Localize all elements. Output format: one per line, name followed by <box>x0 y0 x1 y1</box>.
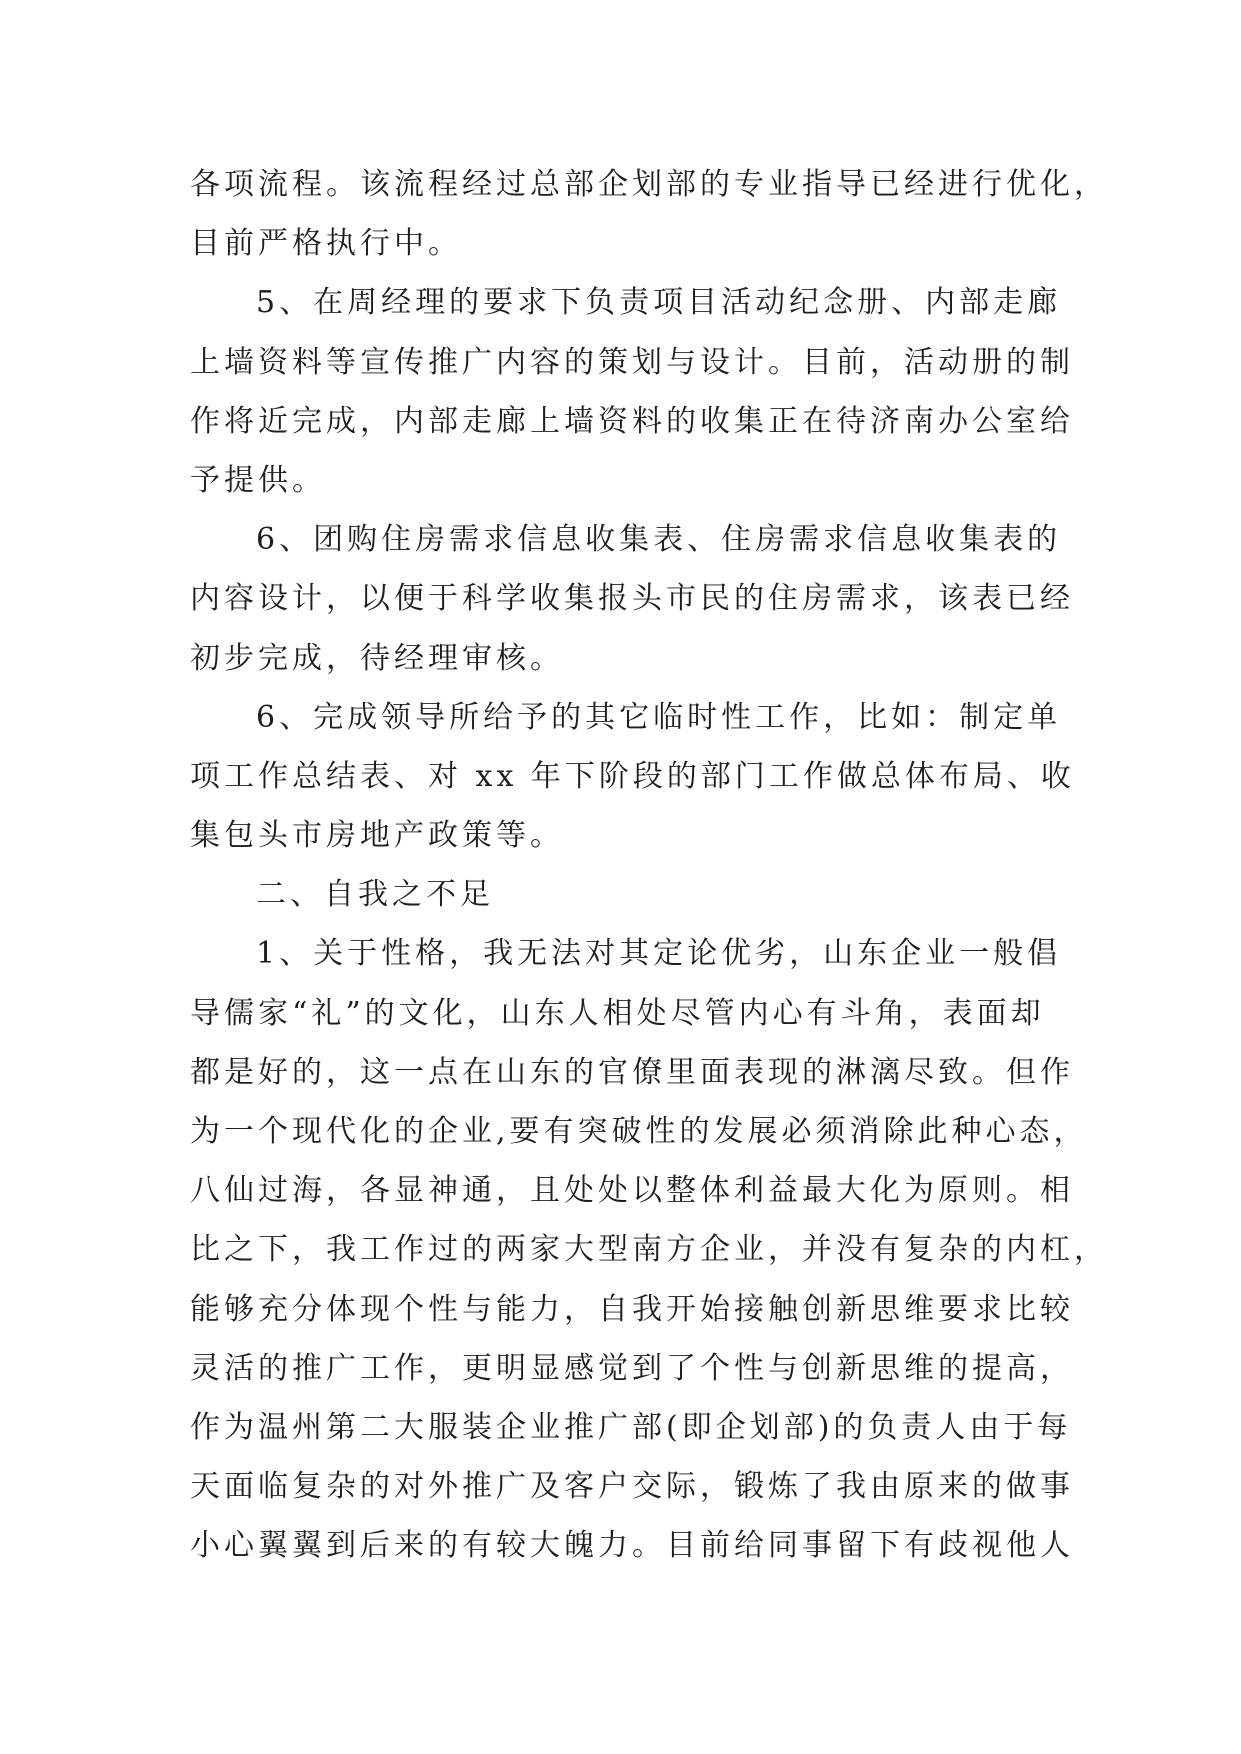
text-line: 天面临复杂的对外推广及客户交际，锻炼了我由原来的做事 <box>190 1469 1074 1505</box>
text-line: 灵活的推广工作，更明显感觉到了个性与创新思维的提高， <box>190 1350 1074 1386</box>
text-line: 上墙资料等宣传推广内容的策划与设计。目前，活动册的制 <box>190 344 1074 380</box>
text-line: 为一个现代化的企业,要有突破性的发展必须消除此种心态， <box>190 1114 1088 1149</box>
text-line: 八仙过海，各显神通，且处处以整体利益最大化为原则。相 <box>190 1173 1074 1209</box>
paragraph-start-line: 5、在周经理的要求下负责项目活动纪念册、内部走廊 <box>256 285 1062 321</box>
text-line: 初步完成，待经理审核。 <box>190 640 564 676</box>
text-line: 导儒家“礼”的文化，山东人相处尽管内心有斗角，表面却 <box>190 995 1045 1031</box>
document-body <box>190 155 1108 1576</box>
text-line: 集包头市房地产政策等。 <box>190 818 564 854</box>
text-line: 项工作总结表、对 xx 年下阶段的部门工作做总体布局、收 <box>190 758 1075 794</box>
section-heading: 二、自我之不足 <box>256 877 494 913</box>
paragraph-start-line: 6、团购住房需求信息收集表、住房需求信息收集表的 <box>256 522 1062 558</box>
text-line: 都是好的，这一点在山东的官僚里面表现的淋漓尽致。但作 <box>190 1054 1074 1090</box>
paragraph-start-line: 1、关于性格，我无法对其定论优劣，山东企业一般倡 <box>256 936 1062 972</box>
text-line: 作将近完成，内部走廊上墙资料的收集正在待济南办公室给 <box>190 403 1074 439</box>
text-line: 作为温州第二大服装企业推广部(即企划部)的负责人由于每 <box>190 1409 1072 1445</box>
text-line: 各项流程。该流程经过总部企划部的专业指导已经进行优化， <box>190 167 1108 202</box>
text-line: 小心翼翼到后来的有较大魄力。目前给同事留下有歧视他人 <box>190 1528 1074 1564</box>
text-line: 内容设计，以便于科学收集报头市民的住房需求，该表已经 <box>190 581 1074 617</box>
text-line: 目前严格执行中。 <box>190 226 462 262</box>
text-line: 予提供。 <box>190 462 326 498</box>
paragraph-start-line: 6、完成领导所给予的其它临时性工作，比如：制定单 <box>256 699 1062 735</box>
text-line: 能够充分体现个性与能力，自我开始接触创新思维要求比较 <box>190 1291 1074 1327</box>
text-line: 比之下，我工作过的两家大型南方企业，并没有复杂的内杠， <box>190 1232 1108 1268</box>
